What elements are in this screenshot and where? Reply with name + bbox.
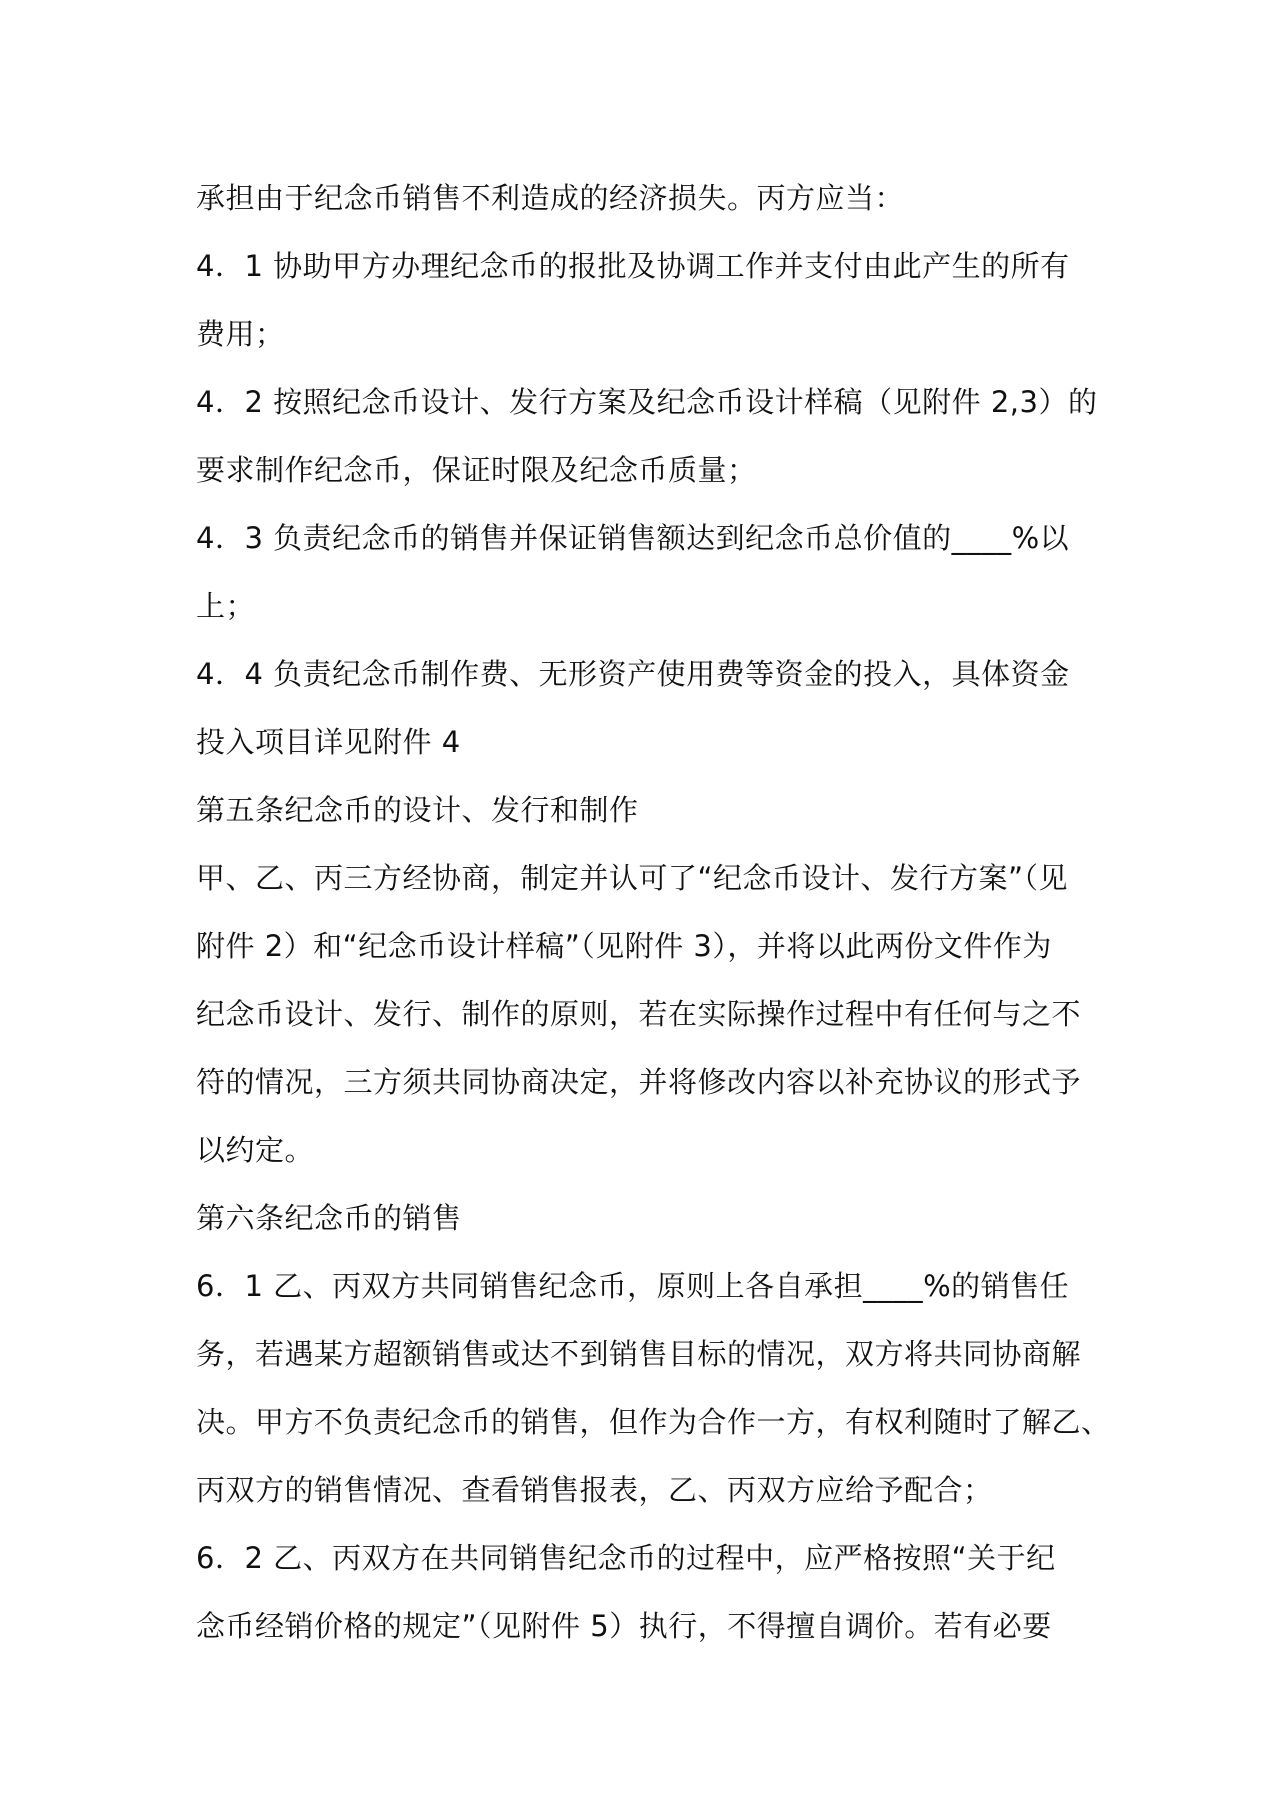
text-line: 决。甲方不负责纪念币的销售，但作为合作一方，有权利随时了解乙、	[196, 1405, 1111, 1439]
text-line: 附件 2）和“纪念币设计样稿”（见附件 3），并将以此两份文件作为	[196, 929, 1052, 963]
text-line: 务，若遇某方超额销售或达不到销售目标的情况，双方将共同协商解	[196, 1337, 1082, 1371]
text-line: 纪念币设计、发行、制作的原则，若在实际操作过程中有任何与之不	[196, 997, 1082, 1031]
clause-6-1-line: 6．1 乙、丙双方共同销售纪念币，原则上各自承担____%的销售任	[196, 1269, 1070, 1303]
text-line: 符的情况，三方须共同协商决定，并将修改内容以补充协议的形式予	[196, 1065, 1082, 1099]
text-line: 费用；	[196, 317, 285, 351]
clause-4-3-line: 4．3 负责纪念币的销售并保证销售额达到纪念币总价值的____%以	[196, 521, 1070, 555]
text-line: 承担由于纪念币销售不利造成的经济损失。丙方应当：	[196, 181, 905, 215]
text-line: 投入项目详见附件 4	[196, 725, 461, 759]
article-6-heading: 第六条纪念币的销售	[196, 1201, 462, 1235]
clause-4-1-line: 4．1 协助甲方办理纪念币的报批及协调工作并支付由此产生的所有	[196, 249, 1070, 283]
document-body	[196, 164, 1111, 1660]
text-line: 上；	[196, 589, 256, 623]
text-line: 甲、乙、丙三方经协商，制定并认可了“纪念币设计、发行方案”（见	[196, 861, 1069, 895]
text-line: 丙双方的销售情况、查看销售报表，乙、丙双方应给予配合；	[196, 1473, 993, 1507]
clause-4-4-line: 4．4 负责纪念币制作费、无形资产使用费等资金的投入，具体资金	[196, 657, 1070, 691]
clause-4-2-line: 4．2 按照纪念币设计、发行方案及纪念币设计样稿（见附件 2,3）的	[196, 385, 1098, 419]
text-line: 要求制作纪念币，保证时限及纪念币质量；	[196, 453, 757, 487]
article-5-heading: 第五条纪念币的设计、发行和制作	[196, 793, 639, 827]
text-line: 以约定。	[196, 1133, 315, 1167]
text-line: 念币经销价格的规定”（见附件 5）执行，不得擅自调价。若有必要	[196, 1609, 1052, 1643]
clause-6-2-line: 6．2 乙、丙双方在共同销售纪念币的过程中，应严格按照“关于纪	[196, 1541, 1056, 1575]
